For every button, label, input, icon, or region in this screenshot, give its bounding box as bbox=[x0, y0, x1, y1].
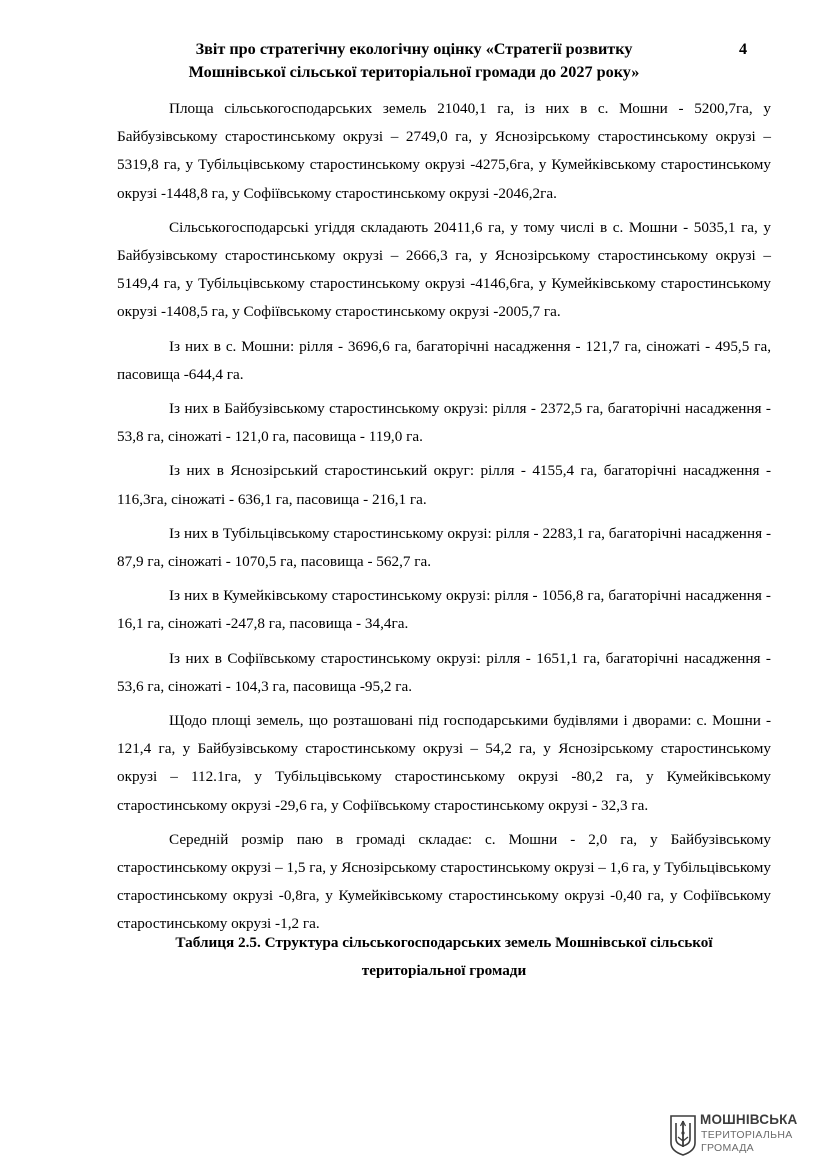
paragraph-household-land: Щодо площі земель, що розташовані під господарськими будівлями і дворами: с. Мошни - 121,4 га, у Байбузівському старостинському окрузі – 54,2 га, у Яснозірському старостинському окрузі – 112.1га, у Тубільцівському старостинському окрузі -80,2 га, у Кумейківському старостинському окрузі -29,6 га, у Софіївському старостинському окрузі - 32,3 га. bbox=[117, 712, 771, 814]
paragraph-agricultural-lands: Сільськогосподарські угіддя складають 20411,6 га, у тому числі в с. Мошни - 5035,1 га, у Байбузівському старостинському окрузі – 2666,3 га, у Яснозірському старостинському окрузі – 5149,4 га, у Тубільцівському старостинському окрузі -4146,6га, у Кумейківському старостинському окрузі -1408,5 га, у Софіївському старостинському окрузі -2005,7 га. bbox=[117, 218, 771, 321]
paragraph-tubiltsivskyi: Із них в Тубільцівському старостинському окрузі: рілля - 2283,1 га, багаторічні насадження - 87,9 га, сіножаті - 1070,5 га, пасовища - 562,7 га. bbox=[117, 524, 771, 571]
table-caption-line-2: територіальної громади bbox=[361, 962, 527, 979]
community-logo bbox=[668, 1111, 808, 1159]
header-line-2: Мошнівської сільської територіальної громади до 2027 року» bbox=[188, 63, 640, 81]
paragraph-agricultural-land-area: Площа сільськогосподарських земель 21040,1 га, із них в с. Мошни - 5200,7га, у Байбузівському старостинському окрузі – 2749,0 га, у Яснозірському старостинському окрузі – 5319,8 га, у Тубільцівському старостинському окрузі -4275,6га, у Кумейківському старостинському окрузі -1448,8 га, у Софіївському старостинському окрузі -2046,2га. bbox=[117, 100, 771, 202]
paragraph-moshny: Із них в с. Мошни: рілля - 3696,6 га, багаторічні насадження - 121,7 га, сіножаті - 495,5 га, пасовища -644,4 га. bbox=[117, 337, 771, 383]
table-caption-line-1: Таблиця 2.5. Структура сільськогосподарських земель Мошнівської сільської bbox=[175, 934, 713, 951]
logo-subtitle-1: ТЕРИТОРІАЛЬНА bbox=[701, 1129, 793, 1141]
paragraph-average-share: Середній розмір паю в громаді складає: с. Мошни - 2,0 га, у Байбузівському старостинському окрузі – 1,5 га, у Яснозірському старостинському окрузі – 1,6 га, у Тубільцівському старостинському окрузі -0,8га, у Кумейківському старостинському окрузі -0,40 га, у Софіївському старостинському окрузі -1,2 га. bbox=[117, 830, 771, 933]
logo-subtitle-2: ГРОМАДА bbox=[701, 1142, 754, 1154]
paragraph-baibuzivskyi: Із них в Байбузівському старостинському окрузі: рілля - 2372,5 га, багаторічні насадження - 53,8 га, сіножаті - 121,0 га, пасовища - 119,0 га. bbox=[117, 400, 771, 446]
document-body bbox=[117, 95, 771, 945]
page-number: 4 bbox=[739, 40, 748, 58]
trident-coat-of-arms-icon bbox=[668, 1113, 698, 1157]
logo-title: МОШНІВСЬКА bbox=[700, 1112, 798, 1127]
document-header bbox=[140, 38, 688, 84]
header-line-1: Звіт про стратегічну екологічну оцінку «Стратегії розвитку bbox=[195, 40, 633, 58]
paragraph-sofiivskyi: Із них в Софіївському старостинському окрузі: рілля - 1651,1 га, багаторічні насадження - 53,6 га, сіножаті - 104,3 га, пасовища -95,2 га. bbox=[117, 649, 771, 695]
table-caption bbox=[117, 929, 771, 985]
paragraph-yasnozirskyi: Із них в Яснозірський старостинський округ: рілля - 4155,4 га, багаторічні насадження - 116,3га, сіножаті - 636,1 га, пасовища - 216,1 га. bbox=[117, 462, 771, 508]
paragraph-kumeikivskyi: Із них в Кумейківському старостинському окрузі: рілля - 1056,8 га, багаторічні насадження - 16,1 га, сіножаті -247,8 га, пасовища - 34,4га. bbox=[117, 587, 771, 633]
